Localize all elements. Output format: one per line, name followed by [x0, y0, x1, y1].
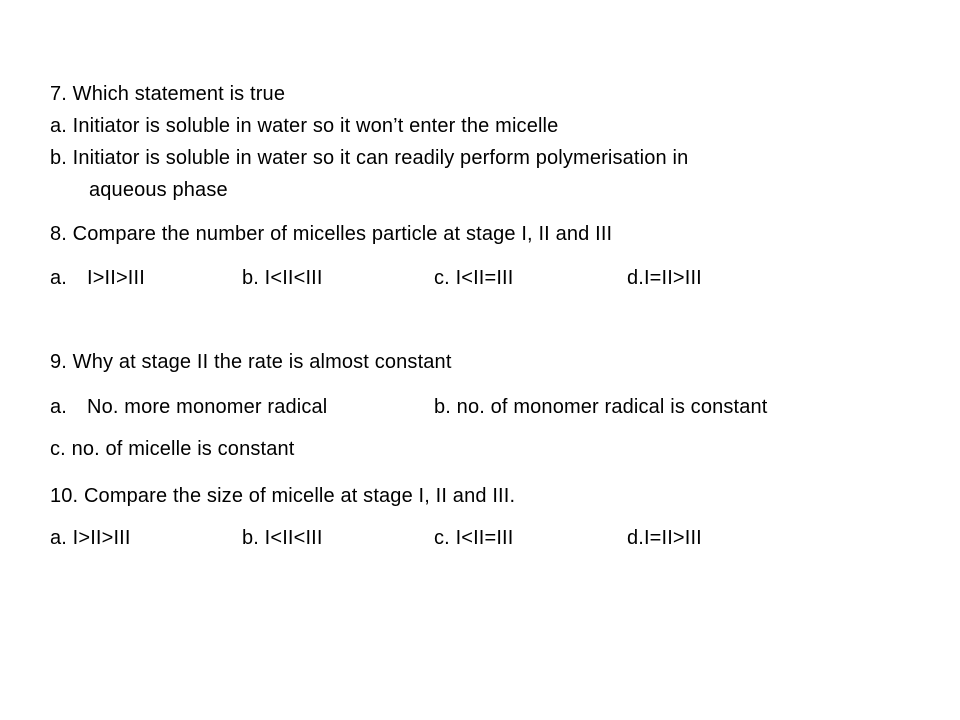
question-7-option-b: b. Initiator is soluble in water so it can readily perform polymerisation in — [50, 147, 689, 169]
question-10-option-d: d.I=II>III — [627, 527, 702, 549]
question-8-option-c: c. I<II=III — [434, 267, 514, 289]
question-10: 10. Compare the size of micelle at stage I, II and III. — [50, 485, 516, 507]
question-10-option-b: b. I<II<III — [242, 527, 323, 549]
question-8-option-b: b. I<II<III — [242, 267, 323, 289]
question-8: 8. Compare the number of micelles particle at stage I, II and III — [50, 223, 613, 245]
question-9: 9. Why at stage II the rate is almost constant — [50, 351, 452, 373]
question-7: 7. Which statement is true — [50, 83, 286, 105]
question-8-option-d: d.I=II>III — [627, 267, 702, 289]
question-9-option-b: b. no. of monomer radical is constant — [434, 396, 768, 418]
question-10-option-c: c. I<II=III — [434, 527, 514, 549]
question-10-option-a: a. I>II>III — [50, 527, 131, 549]
question-7-option-a: a. Initiator is soluble in water so it won’t enter the micelle — [50, 115, 559, 137]
question-8-option-a: I>II>III — [87, 267, 145, 289]
question-7-option-b-continuation: aqueous phase — [89, 179, 228, 201]
question-9-option-a-marker: a. — [50, 396, 67, 418]
question-9-option-c: c. no. of micelle is constant — [50, 438, 295, 460]
question-8-option-a-marker: a. — [50, 267, 67, 289]
question-9-option-a: No. more monomer radical — [87, 396, 328, 418]
